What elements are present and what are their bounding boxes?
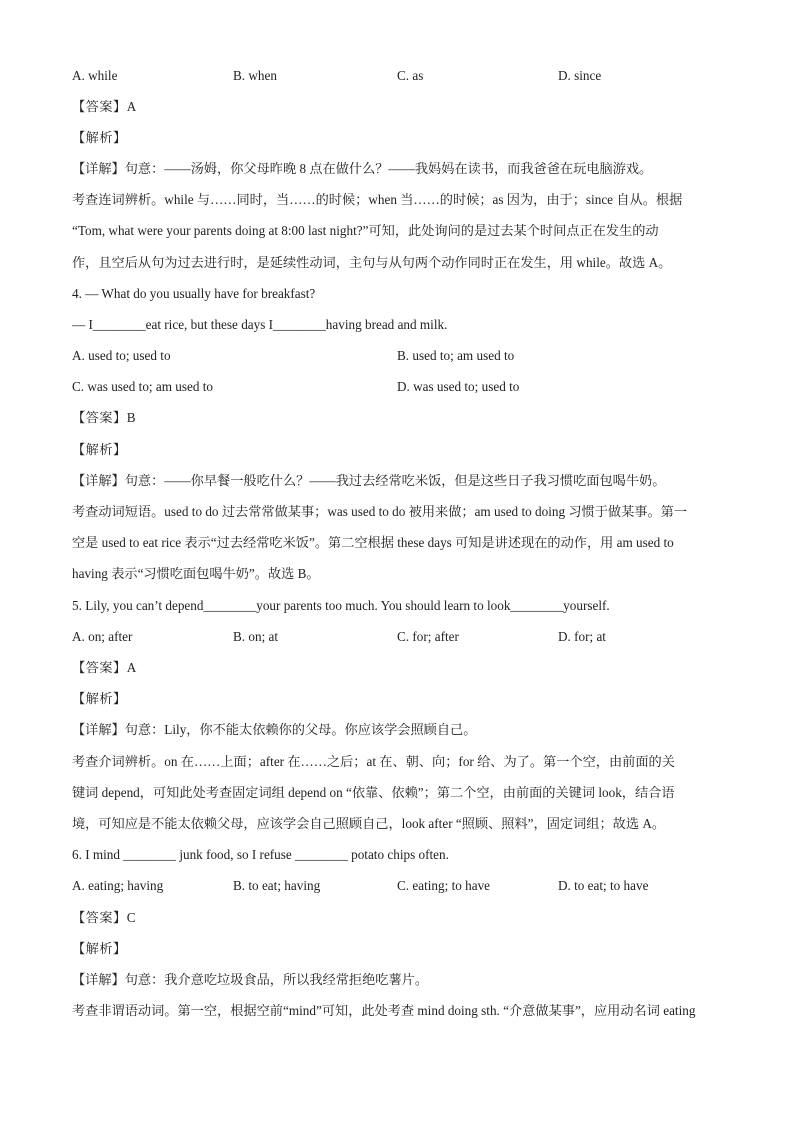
option-a: A. on; after xyxy=(72,629,133,644)
q6-answer: 【答案】C xyxy=(72,910,137,925)
option-d: D. for; at xyxy=(558,629,606,644)
q6-stem: 6. I mind ________ junk food, so I refuse ________ potato chips often. xyxy=(72,847,449,862)
q5-detail: 【详解】句意：Lily，你不能太依赖你的父母。你应该学会照顾自己。 xyxy=(72,722,477,737)
q4-explanation-line: 空是 used to eat rice 表示“过去经常吃米饭”。第二空根据 these days 可知是讲述现在的动作，用 am used to xyxy=(72,535,674,550)
q4-analysis-label: 【解析】 xyxy=(72,442,127,457)
q5-explanation-line: 键词 depend，可知此处考查固定词组 depend on “依靠、依赖”；第二个空，由前面的关键词 look，结合语 xyxy=(72,785,675,800)
option-b: B. to eat; having xyxy=(233,878,321,893)
option-d: D. to eat; to have xyxy=(558,878,649,893)
option-a: A. eating; having xyxy=(72,878,164,893)
option-a: A. used to; used to xyxy=(72,348,171,363)
q4-stem: 4. — What do you usually have for breakfast? xyxy=(72,286,316,301)
option-b: B. used to; am used to xyxy=(397,348,515,363)
q6-explanation-line: 考查非谓语动词。第一空，根据空前“mind”可知，此处考查 mind doing sth. “介意做某事”，应用动名词 eating xyxy=(72,1003,696,1018)
option-d: D. was used to; used to xyxy=(397,379,520,394)
option-b: B. on; at xyxy=(233,629,279,644)
q4-explanation-line: having 表示“习惯吃面包喝牛奶”。故选 B。 xyxy=(72,566,320,581)
option-c: C. was used to; am used to xyxy=(72,379,214,394)
q4-stem-line2: — I________eat rice, but these days I________having bread and milk. xyxy=(72,317,448,332)
q5-explanation-line: 考查介词辨析。on 在……上面；after 在……之后；at 在、朝、向；for 给、为了。第一个空，由前面的关 xyxy=(72,754,675,769)
q3-explanation-line: “Tom, what were your parents doing at 8:00 last night?”可知，此处询问的是过去某个时间点正在发生的动 xyxy=(72,223,659,238)
option-c: C. eating; to have xyxy=(397,878,491,893)
q3-explanation-line: 作，且空后从句为过去进行时，是延续性动词，主句与从句两个动作同时正在发生，用 while。故选 A。 xyxy=(72,255,672,270)
option-a: A. while xyxy=(72,68,118,83)
option-d: D. since xyxy=(558,68,602,83)
q4-answer: 【答案】B xyxy=(72,410,137,425)
q3-answer: 【答案】A xyxy=(72,99,137,114)
q6-detail: 【详解】句意：我介意吃垃圾食品，所以我经常拒绝吃薯片。 xyxy=(72,972,429,987)
q3-detail: 【详解】句意：——汤姆，你父母昨晚 8 点在做什么？——我妈妈在读书，而我爸爸在玩电脑游戏。 xyxy=(72,161,653,176)
q3-analysis-label: 【解析】 xyxy=(72,130,127,145)
option-c: C. for; after xyxy=(397,629,459,644)
q3-explanation-line: 考查连词辨析。while 与……同时，当……的时候；when 当……的时候；as 因为，由于；since 自从。根据 xyxy=(72,192,683,207)
q6-analysis-label: 【解析】 xyxy=(72,941,127,956)
option-c: C. as xyxy=(397,68,424,83)
q5-stem: 5. Lily, you can’t depend________your parents too much. You should learn to look________yourself. xyxy=(72,598,610,613)
q4-detail: 【详解】句意：——你早餐一般吃什么？——我过去经常吃米饭，但是这些日子我习惯吃面包喝牛奶。 xyxy=(72,473,666,488)
q5-analysis-label: 【解析】 xyxy=(72,691,127,706)
option-b: B. when xyxy=(233,68,277,83)
q4-explanation-line: 考查动词短语。used to do 过去常常做某事；was used to do 被用来做；am used to doing 习惯于做某事。第一 xyxy=(72,504,688,519)
q5-explanation-line: 境，可知应是不能太依赖父母，应该学会自己照顾自己，look after “照顾、照料”，固定词组；故选 A。 xyxy=(72,816,666,831)
q5-answer: 【答案】A xyxy=(72,660,137,675)
